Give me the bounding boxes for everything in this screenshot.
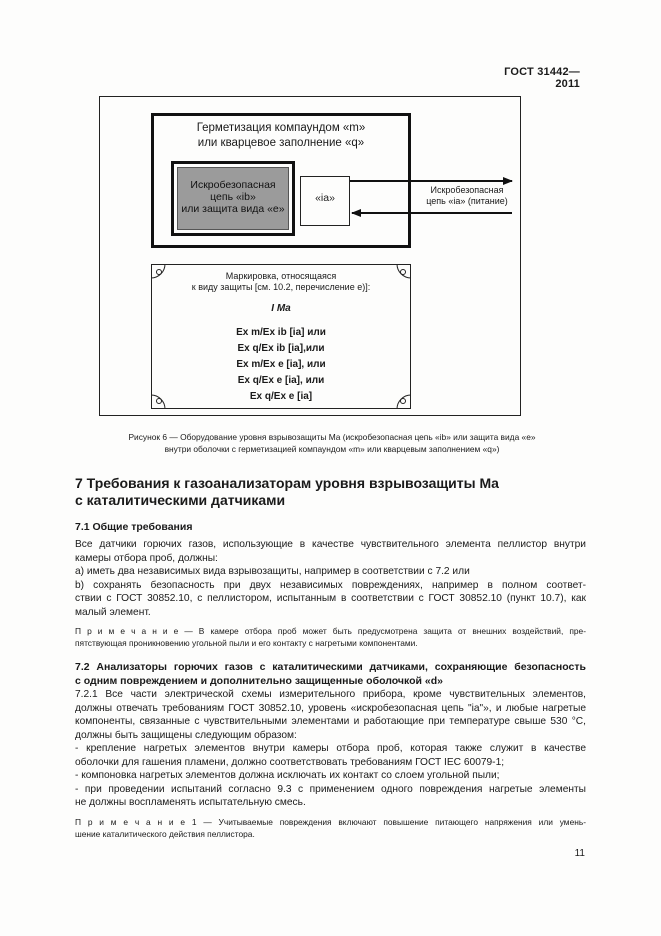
ib-label-line: цепь «ib»: [210, 191, 256, 203]
subsection-7-1-title: 7.1 Общие требования: [75, 521, 193, 533]
text-line: b) сохранять безопасность при двух независимых повреждениях, например в полном соответ-: [75, 579, 586, 591]
subsection-7-2-body: [75, 688, 586, 810]
text-line: должны отвечать требованиям ГОСТ 30852.10, уровень «искробезопасная цепь "ia"», и любые нагретые: [75, 702, 586, 714]
section-title-line: 7 Требования к газоанализаторам уровня взрывозащиты Ma: [75, 475, 499, 491]
supply-label-line: Искробезопасная: [430, 185, 504, 195]
subsection-7-2-title: [75, 660, 586, 688]
encapsulation-label-line: или кварцевое заполнение «q»: [197, 137, 365, 149]
text-line: должны быть защищены следующим образом:: [75, 729, 297, 741]
note-7-1: [75, 625, 586, 649]
ib-label-line: Искробезопасная: [190, 179, 276, 191]
marking-title-line: к виду защиты [см. 10.2, перечисление е)]:: [191, 282, 371, 292]
text-line: - при проведении испытаний согласно 9.3 с применением одного повреждения нагретые элементы: [75, 783, 586, 795]
text-line: ствии с ГОСТ 30852.10, с пеллистором, испытанным в соответствии с ГОСТ 30852.10 (пункт 10.7), как: [75, 593, 586, 604]
marking-title-line: Маркировка, относящаяся: [225, 271, 337, 281]
ib-label-line: или защита вида «e»: [181, 203, 285, 215]
section-7-title: [75, 475, 595, 509]
caption-line: Рисунок 6 — Оборудование уровня взрывозащиты Ma (искробезопасная цепь «ib» или защита вида «e»: [128, 432, 536, 442]
text-line: Все датчики горючих газов, использующие в качестве чувствительного элемента пеллистор внутри: [75, 539, 586, 550]
subsection-title-line: 7.2 Анализаторы горючих газов с каталитическими датчиками, сохраняющие безопасность: [75, 661, 586, 673]
note-line: шение каталитического действия пеллистора.: [75, 829, 255, 839]
marking-line: Ex q/Ex e [ia]: [249, 391, 313, 402]
supply-label-line: цепь «ia» (питание): [426, 196, 508, 206]
text-line: a) иметь два независимых вида взрывозащиты, например в соответствии с 7.2 или: [75, 566, 470, 577]
ia-circuit-label: «ia»: [315, 192, 335, 204]
text-line: - крепление нагретых элементов внутри камеры отбора проб, которая также служит в качестве: [75, 743, 586, 754]
note-line: П р и м е ч а н и е — В камере отбора проб может быть предусмотрена защита от внешних воздействий, пре-: [75, 626, 586, 636]
marking-line: Ex m/Ex e [ia], или: [236, 359, 326, 370]
section-title-line: с каталитическими датчиками: [75, 492, 286, 508]
text-line: 7.2.1 Все части электрической схемы измерительного прибора, кроме чувствительных элементов,: [75, 689, 586, 700]
text-line: камеры отбора проб, должны:: [75, 552, 218, 564]
text-line: малый элемент.: [75, 606, 151, 618]
supply-label: [412, 185, 522, 207]
note-line: П р и м е ч а н и е 1 — Учитываемые повреждения включают повышение питающего напряжения или умень-: [75, 817, 586, 827]
note-line: пятствующая проникновению угольной пыли и его контакту с нагретыми компонентами.: [75, 638, 418, 648]
figure-caption: [62, 431, 602, 455]
text-line: оболочки для гашения пламени, должно соответствовать требованиям ГОСТ IEC 60079-1;: [75, 756, 505, 768]
marking-title: [151, 271, 411, 293]
subsection-title-line: с одним повреждением и дополнительно защищенные оболочкой «d»: [75, 675, 443, 687]
marking-line: Ex q/Ex e [ia], или: [237, 375, 325, 386]
note-7-2: [75, 816, 586, 840]
caption-line: внутри оболочки с герметизацией компаундом «m» или кварцевым заполнением «q»): [164, 444, 500, 454]
marking-line: Ex m/Ex ib [ia] или: [236, 327, 326, 338]
encapsulation-label-line: Герметизация компаундом «m»: [196, 122, 366, 134]
page-number: 11: [574, 848, 585, 859]
text-line: не должны воспламенять испытательную смесь.: [75, 797, 306, 808]
marking-line: Ex q/Ex ib [ia],или: [237, 343, 325, 354]
text-line: компоненты, связанные с чувствительными элементами и работающие при температуре свыше 530 °C,: [75, 716, 586, 727]
marking-level: I Ma: [271, 303, 291, 314]
text-line: - компоновка нагретых элементов должна исключать их контакт со слоем угольной пыли;: [75, 770, 500, 781]
subsection-7-1-body: [75, 538, 586, 619]
marking-lines: [151, 325, 411, 405]
standard-number: ГОСТ 31442—2011: [504, 66, 580, 90]
